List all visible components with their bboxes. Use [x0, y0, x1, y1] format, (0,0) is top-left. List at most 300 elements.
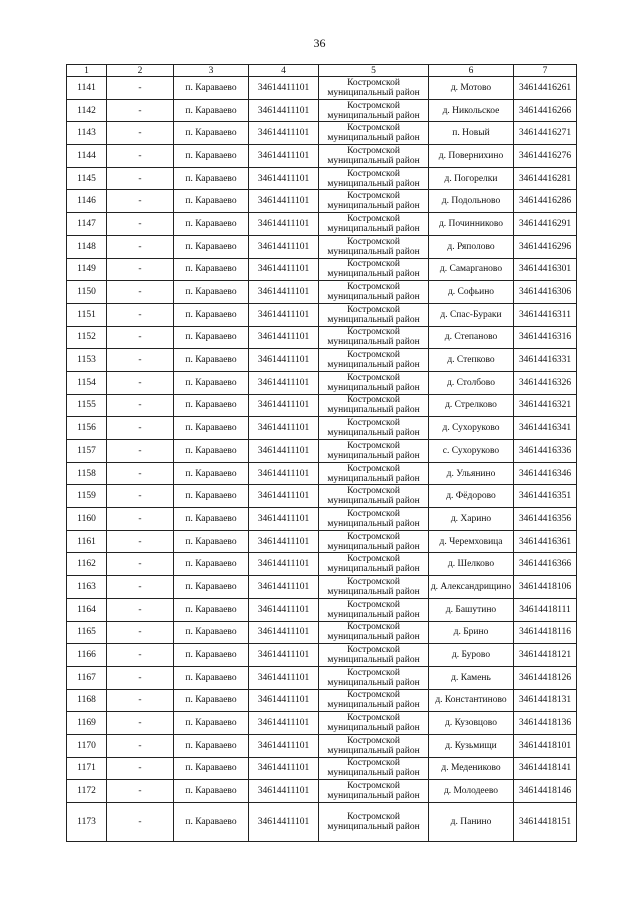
row-number-cell: 1164 [67, 598, 107, 621]
locality-cell: д. Шелково [429, 553, 514, 576]
settlement-cell: п. Караваево [174, 757, 249, 780]
district-line-2: муниципальный район [327, 292, 420, 303]
column-2-cell: - [107, 258, 174, 281]
settlement-cell: п. Караваево [174, 394, 249, 417]
locality-cell: д. Черемховица [429, 530, 514, 553]
row-number-cell: 1171 [67, 757, 107, 780]
locality-cell: с. Сухоруково [429, 440, 514, 463]
settlement-cell: п. Караваево [174, 689, 249, 712]
column-2-cell: - [107, 734, 174, 757]
row-number-cell: 1143 [67, 122, 107, 145]
registry-table [66, 64, 577, 842]
row-number-cell: 1165 [67, 621, 107, 644]
locality-cell: д. Спас-Бураки [429, 303, 514, 326]
oktmo-code-cell: 34614411101 [249, 666, 319, 689]
district-line-2: муниципальный район [327, 564, 420, 575]
district-cell [319, 757, 429, 780]
column-2-cell: - [107, 576, 174, 599]
locality-cell: д. Степаново [429, 326, 514, 349]
locality-code-cell: 34614416316 [514, 326, 577, 349]
column-2-cell: - [107, 371, 174, 394]
oktmo-code-cell: 34614411101 [249, 235, 319, 258]
district-line-2: муниципальный район [327, 677, 420, 688]
district-cell [319, 371, 429, 394]
column-2-cell: - [107, 621, 174, 644]
column-header-6: 6 [429, 65, 514, 77]
row-number-cell: 1172 [67, 780, 107, 803]
locality-code-cell: 34614418136 [514, 712, 577, 735]
row-number-cell: 1157 [67, 440, 107, 463]
locality-cell: д. Сухоруково [429, 417, 514, 440]
locality-code-cell: 34614416261 [514, 77, 577, 100]
row-number-cell: 1173 [67, 803, 107, 842]
column-2-cell: - [107, 167, 174, 190]
district-line-2: муниципальный район [327, 609, 420, 620]
header-row [67, 65, 577, 77]
table-row [67, 99, 577, 122]
column-2-cell: - [107, 644, 174, 667]
oktmo-code-cell: 34614411101 [249, 417, 319, 440]
settlement-cell: п. Караваево [174, 598, 249, 621]
column-2-cell: - [107, 190, 174, 213]
row-number-cell: 1170 [67, 734, 107, 757]
district-cell [319, 303, 429, 326]
district-line-2: муниципальный район [327, 700, 420, 711]
table-row [67, 190, 577, 213]
column-2-cell: - [107, 553, 174, 576]
locality-code-cell: 34614416311 [514, 303, 577, 326]
settlement-cell: п. Караваево [174, 326, 249, 349]
oktmo-code-cell: 34614411101 [249, 258, 319, 281]
row-number-cell: 1154 [67, 371, 107, 394]
district-cell [319, 167, 429, 190]
oktmo-code-cell: 34614411101 [249, 122, 319, 145]
locality-cell: д. Молодеево [429, 780, 514, 803]
district-line-1: Костромской [347, 690, 400, 701]
locality-code-cell: 34614416266 [514, 99, 577, 122]
row-number-cell: 1148 [67, 235, 107, 258]
column-2-cell: - [107, 803, 174, 842]
settlement-cell: п. Караваево [174, 213, 249, 236]
locality-code-cell: 34614416281 [514, 167, 577, 190]
oktmo-code-cell: 34614411101 [249, 303, 319, 326]
oktmo-code-cell: 34614411101 [249, 326, 319, 349]
district-line-1: Костромской [347, 282, 400, 293]
district-line-2: муниципальный район [327, 155, 420, 166]
locality-cell: д. Башутино [429, 598, 514, 621]
table-row [67, 349, 577, 372]
table-row [67, 326, 577, 349]
column-header-4: 4 [249, 65, 319, 77]
district-cell [319, 553, 429, 576]
locality-code-cell: 34614418151 [514, 803, 577, 842]
locality-cell: д. Мотово [429, 77, 514, 100]
district-cell [319, 190, 429, 213]
oktmo-code-cell: 34614411101 [249, 803, 319, 842]
table-row [67, 235, 577, 258]
locality-cell: д. Повернихино [429, 145, 514, 168]
locality-cell: д. Ряполово [429, 235, 514, 258]
locality-code-cell: 34614416361 [514, 530, 577, 553]
district-line-2: муниципальный район [327, 360, 420, 371]
settlement-cell: п. Караваево [174, 417, 249, 440]
district-line-1: Костромской [347, 463, 400, 474]
district-line-2: муниципальный район [327, 496, 420, 507]
column-2-cell: - [107, 394, 174, 417]
table-row [67, 213, 577, 236]
district-line-2: муниципальный район [327, 632, 420, 643]
locality-cell: д. Харино [429, 508, 514, 531]
column-2-cell: - [107, 77, 174, 100]
column-2-cell: - [107, 598, 174, 621]
table-row [67, 576, 577, 599]
column-2-cell: - [107, 235, 174, 258]
settlement-cell: п. Караваево [174, 712, 249, 735]
district-line-1: Костромской [347, 213, 400, 224]
table-row [67, 530, 577, 553]
district-line-1: Костромской [347, 645, 400, 656]
district-line-2: муниципальный район [327, 586, 420, 597]
row-number-cell: 1156 [67, 417, 107, 440]
locality-code-cell: 34614418146 [514, 780, 577, 803]
settlement-cell: п. Караваево [174, 803, 249, 842]
table-row [67, 167, 577, 190]
district-line-2: муниципальный район [327, 768, 420, 779]
district-cell [319, 803, 429, 842]
row-number-cell: 1146 [67, 190, 107, 213]
district-line-2: муниципальный район [327, 428, 420, 439]
column-header-1: 1 [67, 65, 107, 77]
table-row [67, 803, 577, 842]
oktmo-code-cell: 34614411101 [249, 145, 319, 168]
locality-cell: д. Самарганово [429, 258, 514, 281]
district-cell [319, 689, 429, 712]
settlement-cell: п. Караваево [174, 485, 249, 508]
table-row [67, 508, 577, 531]
district-line-2: муниципальный район [327, 382, 420, 393]
settlement-cell: п. Караваево [174, 734, 249, 757]
district-cell [319, 213, 429, 236]
table-row [67, 77, 577, 100]
row-number-cell: 1142 [67, 99, 107, 122]
oktmo-code-cell: 34614411101 [249, 462, 319, 485]
district-line-2: муниципальный район [327, 223, 420, 234]
locality-cell: д. Кузьмищи [429, 734, 514, 757]
settlement-cell: п. Караваево [174, 99, 249, 122]
settlement-cell: п. Караваево [174, 190, 249, 213]
locality-cell: д. Степково [429, 349, 514, 372]
locality-cell: д. Подольново [429, 190, 514, 213]
column-2-cell: - [107, 349, 174, 372]
settlement-cell: п. Караваево [174, 371, 249, 394]
district-cell [319, 508, 429, 531]
locality-cell: д. Стрелково [429, 394, 514, 417]
locality-cell: д. Фёдорово [429, 485, 514, 508]
row-number-cell: 1166 [67, 644, 107, 667]
column-2-cell: - [107, 281, 174, 304]
row-number-cell: 1163 [67, 576, 107, 599]
oktmo-code-cell: 34614411101 [249, 394, 319, 417]
district-line-2: муниципальный район [327, 337, 420, 348]
row-number-cell: 1155 [67, 394, 107, 417]
table-row [67, 598, 577, 621]
table-row [67, 303, 577, 326]
district-cell [319, 621, 429, 644]
district-line-2: муниципальный район [327, 133, 420, 144]
district-cell [319, 712, 429, 735]
settlement-cell: п. Караваево [174, 621, 249, 644]
locality-code-cell: 34614418126 [514, 666, 577, 689]
locality-code-cell: 34614416366 [514, 553, 577, 576]
locality-code-cell: 34614416301 [514, 258, 577, 281]
district-line-2: муниципальный район [327, 87, 420, 98]
district-cell [319, 530, 429, 553]
locality-code-cell: 34614418141 [514, 757, 577, 780]
table-row [67, 734, 577, 757]
district-line-1: Костромской [347, 713, 400, 724]
locality-cell: д. Александрищино [429, 576, 514, 599]
settlement-cell: п. Караваево [174, 281, 249, 304]
district-line-1: Костромской [347, 77, 400, 88]
locality-code-cell: 34614416276 [514, 145, 577, 168]
locality-code-cell: 34614418121 [514, 644, 577, 667]
district-line-1: Костромской [347, 418, 400, 429]
table-row [67, 621, 577, 644]
district-cell [319, 576, 429, 599]
district-line-2: муниципальный район [327, 791, 420, 802]
oktmo-code-cell: 34614411101 [249, 485, 319, 508]
column-2-cell: - [107, 780, 174, 803]
settlement-cell: п. Караваево [174, 235, 249, 258]
settlement-cell: п. Караваево [174, 576, 249, 599]
row-number-cell: 1150 [67, 281, 107, 304]
locality-code-cell: 34614416346 [514, 462, 577, 485]
locality-cell: д. Панино [429, 803, 514, 842]
settlement-cell: п. Караваево [174, 258, 249, 281]
district-cell [319, 485, 429, 508]
district-line-1: Костромской [347, 735, 400, 746]
district-line-1: Костромской [347, 576, 400, 587]
settlement-cell: п. Караваево [174, 462, 249, 485]
table-row [67, 485, 577, 508]
row-number-cell: 1169 [67, 712, 107, 735]
district-cell [319, 417, 429, 440]
oktmo-code-cell: 34614411101 [249, 508, 319, 531]
settlement-cell: п. Караваево [174, 440, 249, 463]
district-line-1: Костромской [347, 145, 400, 156]
district-line-1: Костромской [347, 781, 400, 792]
district-line-1: Костромской [347, 123, 400, 134]
locality-code-cell: 34614416306 [514, 281, 577, 304]
locality-cell: д. Кузовцово [429, 712, 514, 735]
district-cell [319, 77, 429, 100]
district-line-1: Костромской [347, 531, 400, 542]
table-row [67, 757, 577, 780]
table-row [67, 780, 577, 803]
district-line-2: муниципальный район [327, 541, 420, 552]
column-header-7: 7 [514, 65, 577, 77]
column-2-cell: - [107, 462, 174, 485]
row-number-cell: 1160 [67, 508, 107, 531]
locality-code-cell: 34614416331 [514, 349, 577, 372]
district-line-1: Костромской [347, 508, 400, 519]
district-line-1: Костромской [347, 440, 400, 451]
oktmo-code-cell: 34614411101 [249, 576, 319, 599]
settlement-cell: п. Караваево [174, 553, 249, 576]
column-2-cell: - [107, 530, 174, 553]
district-line-2: муниципальный район [327, 745, 420, 756]
settlement-cell: п. Караваево [174, 145, 249, 168]
locality-cell: д. Погорелки [429, 167, 514, 190]
locality-code-cell: 34614416291 [514, 213, 577, 236]
district-line-1: Костромской [347, 168, 400, 179]
district-line-1: Костромской [347, 236, 400, 247]
district-line-1: Костромской [347, 191, 400, 202]
district-line-1: Костромской [347, 304, 400, 315]
settlement-cell: п. Караваево [174, 77, 249, 100]
page-number: 36 [313, 36, 326, 50]
table-header [67, 65, 577, 77]
district-line-1: Костромской [347, 667, 400, 678]
column-2-cell: - [107, 145, 174, 168]
locality-code-cell: 34614416356 [514, 508, 577, 531]
oktmo-code-cell: 34614411101 [249, 77, 319, 100]
settlement-cell: п. Караваево [174, 530, 249, 553]
oktmo-code-cell: 34614411101 [249, 190, 319, 213]
oktmo-code-cell: 34614411101 [249, 213, 319, 236]
table-row [67, 462, 577, 485]
oktmo-code-cell: 34614411101 [249, 167, 319, 190]
oktmo-code-cell: 34614411101 [249, 780, 319, 803]
settlement-cell: п. Караваево [174, 780, 249, 803]
locality-code-cell: 34614416321 [514, 394, 577, 417]
row-number-cell: 1168 [67, 689, 107, 712]
district-cell [319, 258, 429, 281]
district-line-2: муниципальный район [327, 178, 420, 189]
settlement-cell: п. Караваево [174, 508, 249, 531]
column-2-cell: - [107, 122, 174, 145]
column-2-cell: - [107, 440, 174, 463]
settlement-cell: п. Караваево [174, 122, 249, 145]
locality-code-cell: 34614418116 [514, 621, 577, 644]
table-row [67, 644, 577, 667]
settlement-cell: п. Караваево [174, 303, 249, 326]
district-line-1: Костромской [347, 599, 400, 610]
district-line-1: Костромской [347, 259, 400, 270]
row-number-cell: 1152 [67, 326, 107, 349]
table-row [67, 553, 577, 576]
locality-code-cell: 34614416286 [514, 190, 577, 213]
district-line-2: муниципальный район [327, 110, 420, 121]
locality-cell: д. Бурово [429, 644, 514, 667]
district-line-1: Костромской [347, 622, 400, 633]
district-line-1: Костромской [347, 758, 400, 769]
district-cell [319, 349, 429, 372]
table-row [67, 440, 577, 463]
oktmo-code-cell: 34614411101 [249, 689, 319, 712]
table-body [67, 77, 577, 842]
locality-cell: д. Ульянино [429, 462, 514, 485]
oktmo-code-cell: 34614411101 [249, 281, 319, 304]
district-cell [319, 462, 429, 485]
locality-code-cell: 34614416326 [514, 371, 577, 394]
district-line-2: муниципальный район [327, 473, 420, 484]
oktmo-code-cell: 34614411101 [249, 349, 319, 372]
row-number-cell: 1147 [67, 213, 107, 236]
district-cell [319, 598, 429, 621]
district-line-1: Костромской [347, 486, 400, 497]
locality-cell: д. Починниково [429, 213, 514, 236]
locality-code-cell: 34614418106 [514, 576, 577, 599]
district-line-2: муниципальный район [327, 405, 420, 416]
column-2-cell: - [107, 508, 174, 531]
column-2-cell: - [107, 485, 174, 508]
column-2-cell: - [107, 757, 174, 780]
settlement-cell: п. Караваево [174, 666, 249, 689]
district-line-2: муниципальный район [327, 655, 420, 666]
table-row [67, 666, 577, 689]
row-number-cell: 1151 [67, 303, 107, 326]
column-2-cell: - [107, 417, 174, 440]
row-number-cell: 1144 [67, 145, 107, 168]
locality-cell: д. Софьино [429, 281, 514, 304]
table-row [67, 281, 577, 304]
locality-cell: д. Камень [429, 666, 514, 689]
district-cell [319, 326, 429, 349]
settlement-cell: п. Караваево [174, 167, 249, 190]
district-cell [319, 780, 429, 803]
settlement-cell: п. Караваево [174, 644, 249, 667]
column-2-cell: - [107, 712, 174, 735]
oktmo-code-cell: 34614411101 [249, 598, 319, 621]
table-row [67, 145, 577, 168]
locality-code-cell: 34614418131 [514, 689, 577, 712]
district-line-2: муниципальный район [327, 450, 420, 461]
oktmo-code-cell: 34614411101 [249, 99, 319, 122]
locality-code-cell: 34614416296 [514, 235, 577, 258]
district-cell [319, 394, 429, 417]
row-number-cell: 1161 [67, 530, 107, 553]
district-line-1: Костромской [347, 554, 400, 565]
district-line-1: Костромской [347, 350, 400, 361]
district-cell [319, 281, 429, 304]
district-line-1: Костромской [347, 812, 400, 822]
oktmo-code-cell: 34614411101 [249, 440, 319, 463]
district-line-2: муниципальный район [327, 201, 420, 212]
settlement-cell: п. Караваево [174, 349, 249, 372]
locality-cell: п. Новый [429, 122, 514, 145]
district-line-1: Костромской [347, 372, 400, 383]
row-number-cell: 1149 [67, 258, 107, 281]
table-row [67, 371, 577, 394]
district-cell [319, 145, 429, 168]
oktmo-code-cell: 34614411101 [249, 530, 319, 553]
district-line-1: Костромской [347, 100, 400, 111]
row-number-cell: 1145 [67, 167, 107, 190]
district-line-2: муниципальный район [327, 269, 420, 280]
locality-code-cell: 34614416351 [514, 485, 577, 508]
table-row [67, 394, 577, 417]
district-cell [319, 99, 429, 122]
table-row [67, 689, 577, 712]
column-2-cell: - [107, 326, 174, 349]
oktmo-code-cell: 34614411101 [249, 734, 319, 757]
row-number-cell: 1167 [67, 666, 107, 689]
row-number-cell: 1162 [67, 553, 107, 576]
column-header-2: 2 [107, 65, 174, 77]
oktmo-code-cell: 34614411101 [249, 644, 319, 667]
locality-code-cell: 34614416336 [514, 440, 577, 463]
